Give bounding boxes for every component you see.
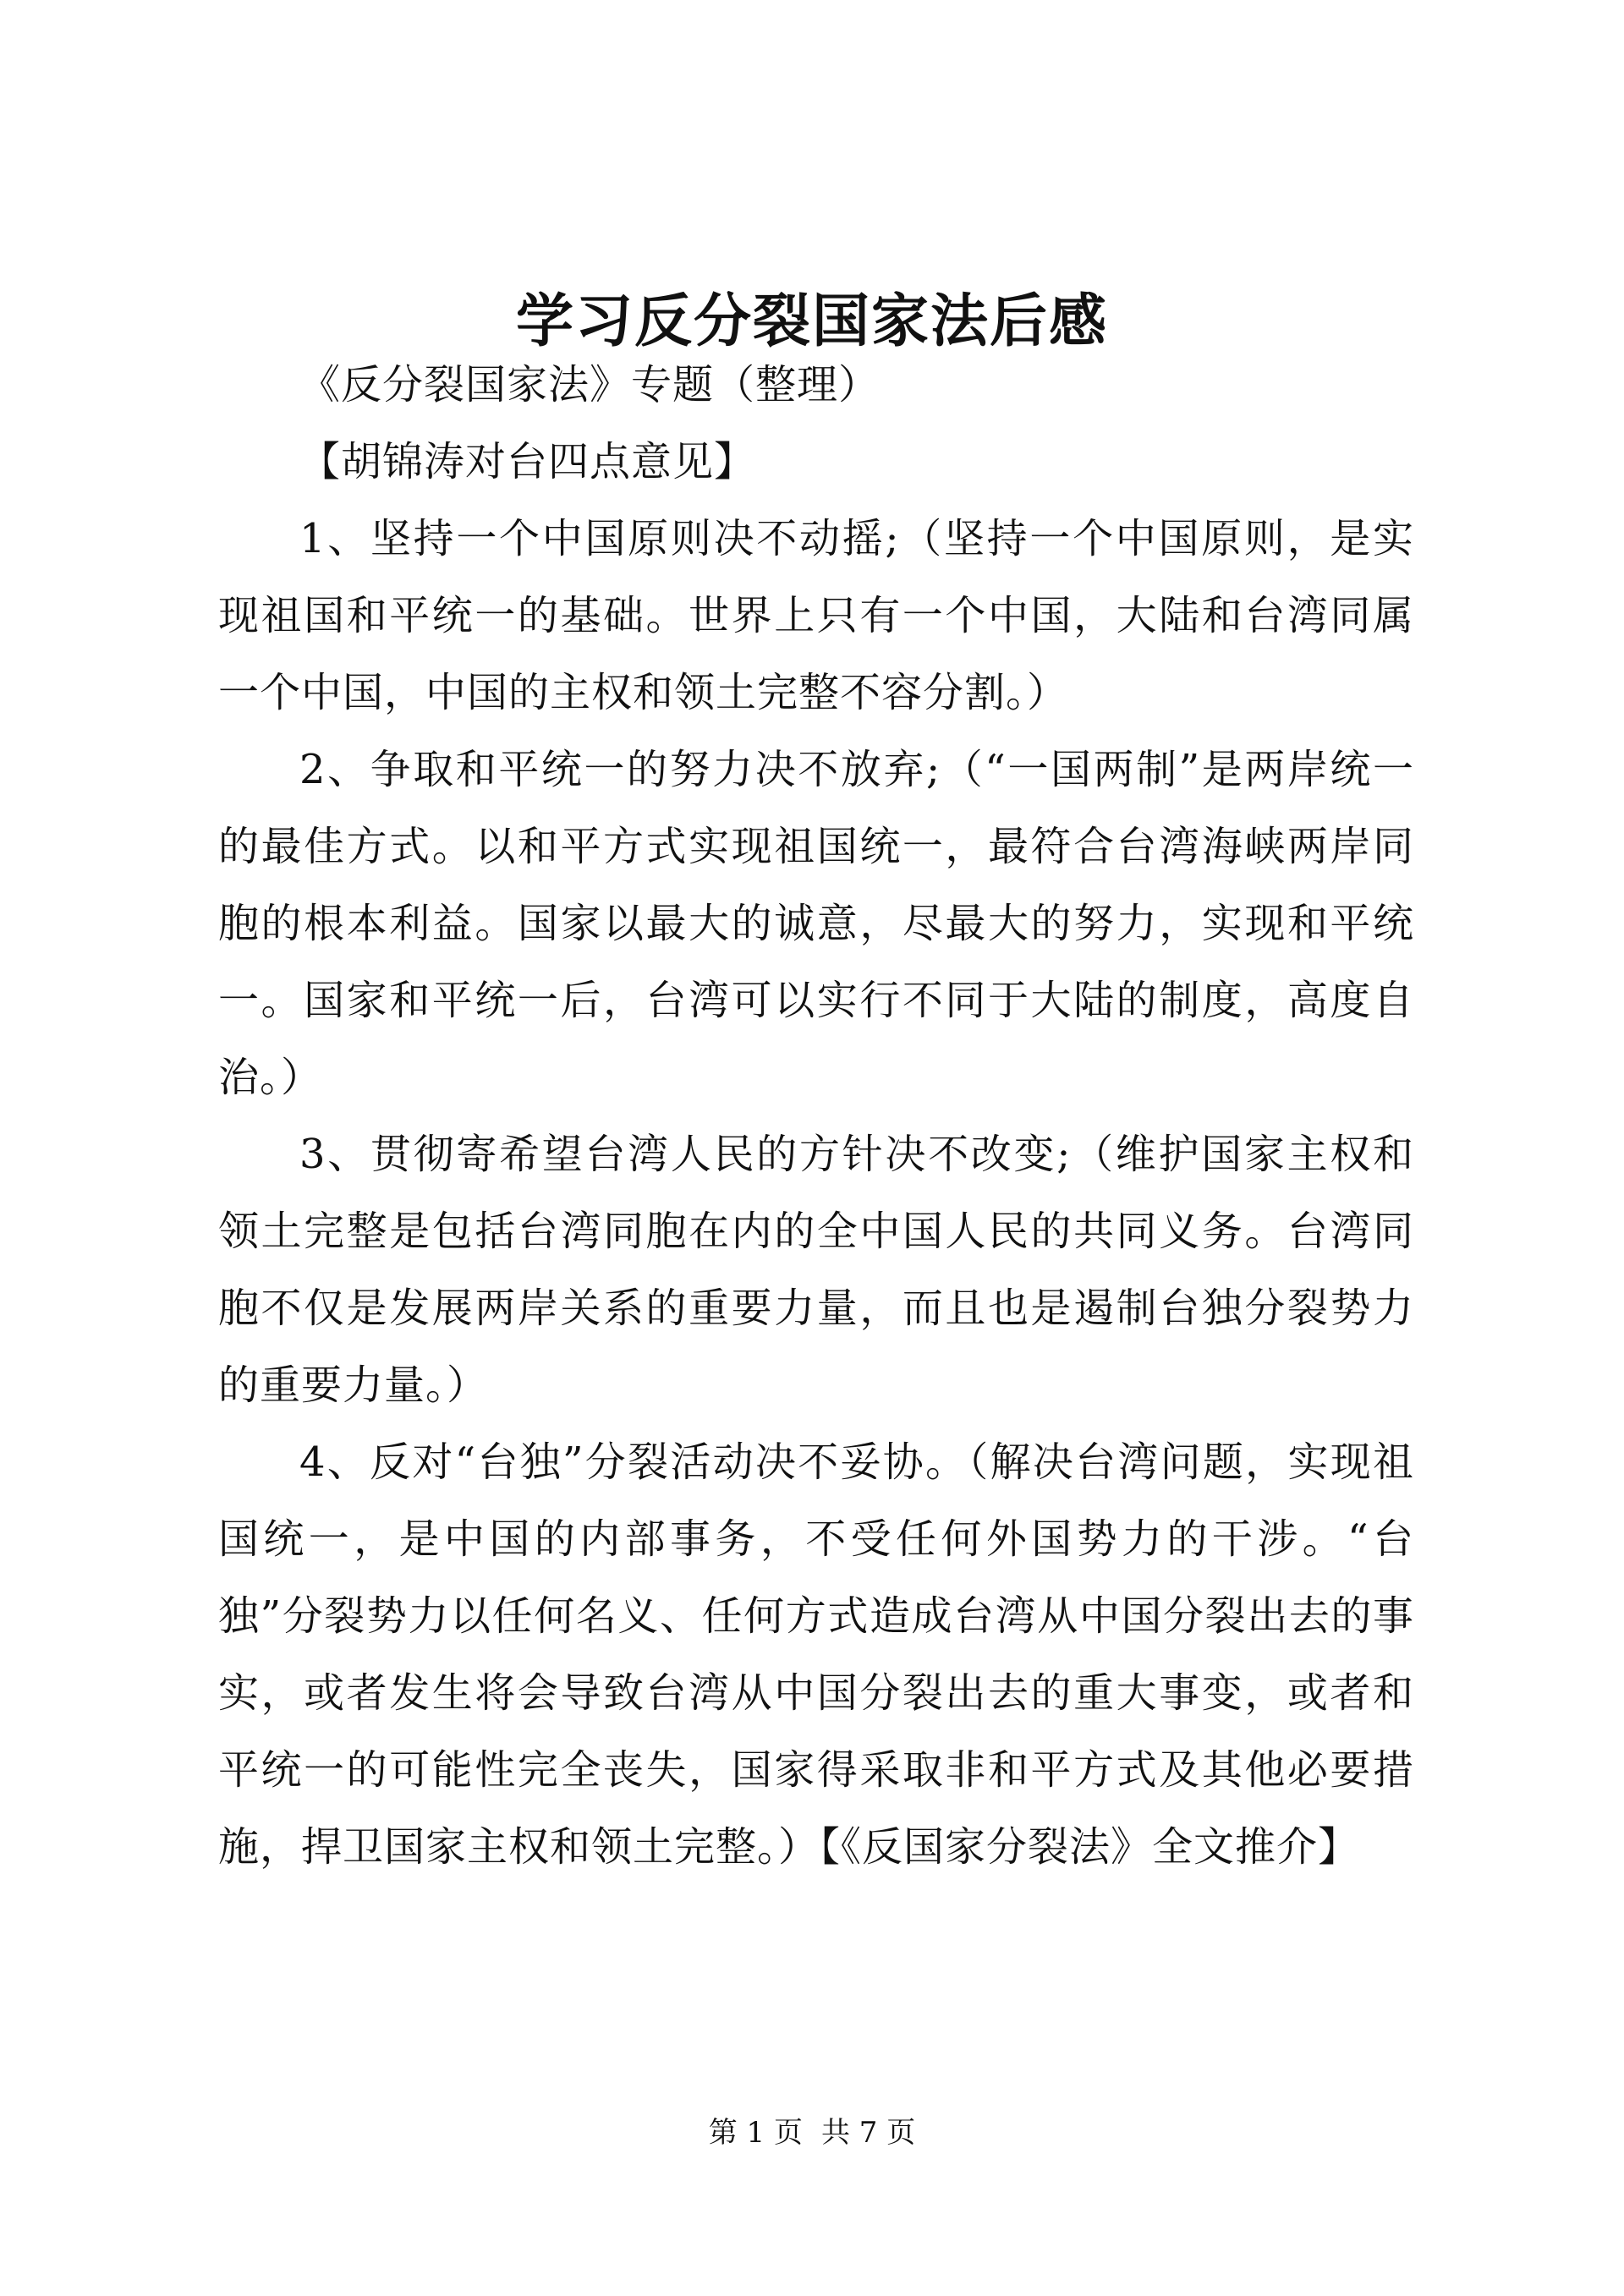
document-body <box>218 347 1414 1886</box>
paragraph-point-3: 3、贯彻寄希望台湾人民的方针决不改变;（维护国家主权和领土完整是包括台湾同胞在内的全中国人民的共同义务。台湾同胞不仅是发展两岸关系的重要力量，而且也是遏制台独分裂势力的重要力量。） <box>218 1131 1414 1409</box>
paragraph-point-2: 2、争取和平统一的努力决不放弃;（“一国两制”是两岸统一的最佳方式。以和平方式实现祖国统一，最符合台湾海峡两岸同胞的根本利益。国家以最大的诚意，尽最大的努力，实现和平统一。国家和平统一后，台湾可以实行不同于大陆的制度，高度自治。） <box>218 746 1414 1101</box>
document-title: 学习反分裂国家法后感 <box>515 288 1108 355</box>
paragraph-subtitle: 《反分裂国家法》专题（整理） <box>299 361 881 408</box>
paragraph-section-heading: 【胡锦涛对台四点意见】 <box>299 438 756 485</box>
page-number-total: 共 7 页 <box>821 2116 916 2150</box>
paragraph-point-4: 4、反对“台独”分裂活动决不妥协。（解决台湾问题，实现祖国统一，是中国的内部事务，不受任何外国势力的干涉。“台独”分裂势力以任何名义、任何方式造成台湾从中国分裂出去的事实，或者发生将会导致台湾从中国分裂出去的重大事变，或者和平统一的可能性完全丧失，国家得采取非和平方式及其他必要措施，捍卫国家主权和领土完整。）【《反国家分裂法》全文推介】 <box>218 1438 1414 1871</box>
page-number-current: 第 1 页 <box>708 2116 803 2150</box>
page-footer <box>0 2114 1624 2151</box>
paragraph-point-1: 1、坚持一个中国原则决不动摇;（坚持一个中国原则，是实现祖国和平统一的基础。世界上只有一个中国，大陆和台湾同属一个中国，中国的主权和领土完整不容分割。） <box>218 515 1414 716</box>
